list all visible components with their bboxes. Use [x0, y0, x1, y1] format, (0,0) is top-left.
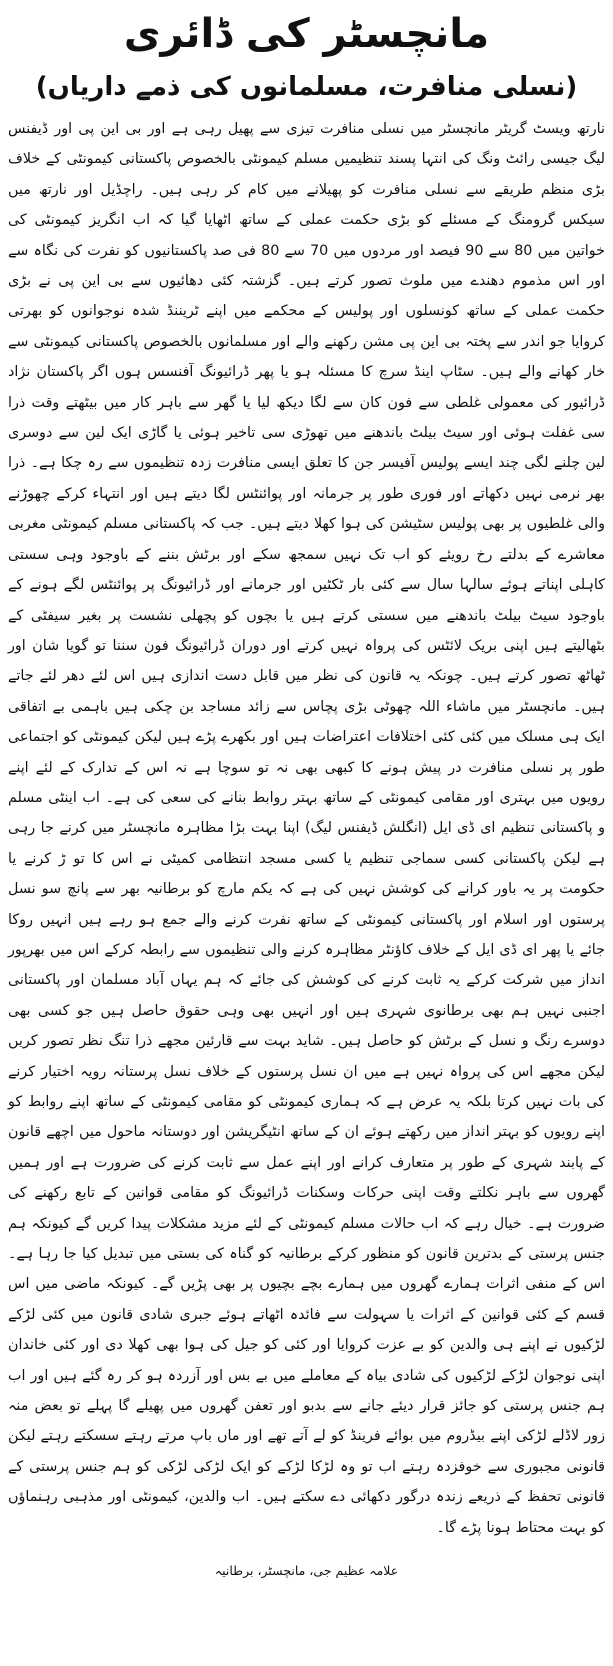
article-column [8, 0, 605, 1666]
article-headline: مانچسٹر کی ڈائری [123, 11, 490, 57]
author-byline: علامہ عظیم جی، مانچسٹر، برطانیہ [214, 1563, 399, 1579]
article-body: نارتھ ویسٹ گریٹر مانچسٹر میں نسلی منافرت تیزی سے پھیل رہی ہے اور بی این پی اور ڈیفنس لیگ جیسی رائٹ ونگ کی انتہا پسند تنظیمیں مسلم کیمونٹی بالخصوص پاکستانی کیمونٹی کے خلاف بڑی منظم طریقے سے نسلی منافرت کو پھیلانے میں کام کر رہی ہیں۔ راچڈیل اور نارتھ میں سیکس گرومنگ کے مسئلے کو بڑی حکمت عملی کے ساتھ اٹھایا گیا کہ اب انگریز کیمونٹی کی خواتین میں 80 سے 90 فیصد اور مردوں میں 70 سے 80 فی صد پاکستانیوں کو نفرت کی نگاہ سے اور اس مذموم دھندے میں ملوث تصور کرتے ہیں۔ گزشتہ کئی دھائیوں سے بی این پی نے بڑی حکمت عملی کے ساتھ کونسلوں اور پولیس کے محکمے میں اپنے ٹریننڈ شدہ نوجوانوں کو بھرتی کروایا جو اندر سے پختہ بی این پی مشن رکھنے والے اور مسلمانوں بالخصوص پاکستانی کیمونٹی سے خار کھانے والے ہیں۔ سٹاپ اینڈ سرچ کا مسئلہ ہو یا پھر ڈرائیونگ آفنسس ہوں اگر پاکستان نژاد ڈرائیور کی معمولی غلطی سے فون کان سے لگا دیکھ لیا یا گھر سے باہر کار میں بیٹھتے وقت ذرا سی غفلت ہوئی اور سیٹ بیلٹ باندھنے میں تھوڑی سی تاخیر ہوئی یا گاڑی ایک لین سے دوسری لین چلنے لگی چند ایسے پولیس آفیسر جن کا تعلق ایسی منافرت زدہ تنظیموں سے رہ چکا ہے۔ ذرا بھر نرمی نہیں دکھاتے اور فوری طور پر جرمانہ اور پوائنٹس لگا دیتے ہیں اور انتہاء کرکے چھوڑنے والی غلطیوں پر بھی پولیس سٹیشن کی ہوا کھلا دیتے ہیں۔ جب کہ پاکستانی مسلم کیمونٹی مغربی معاشرے کے بدلتے رخ رویئے کو اب تک نہیں سمجھ سکے اور برٹش بننے کے باوجود وہی سستی کاہلی اپناتے ہوئے سالہا سال سے کئی بار ٹکٹیں اور جرمانے اور ڈرائیونگ پر پوائنٹس لگے ہونے کے باوجود سیٹ بیلٹ باندھنے میں سستی کرتے ہیں یا بچوں کو پچھلی نشست پر بغیر سیفٹی کے بٹھالیتے ہیں اپنی بریک لائٹس کی پرواہ نہیں کرتے اور دوران ڈرائیونگ فون سننا تو گویا شان اور ٹھاٹھ تصور کرتے ہیں۔ چونکہ یہ قانون کی نظر میں قابل دست اندازی ہیں اس لئے دھر لئے جاتے ہیں۔ مانچسٹر میں ماشاء اللہ چھوٹی بڑی پچاس سے زائد مساجد بن چکی ہیں باہمی بے اتفاقی ایک ہی مسلک میں کئی کئی اختلافات اعتراضات ہیں اور بکھرے پڑے ہیں لیکن کیمونٹی کو اجتماعی طور پر نسلی منافرت در پیش ہونے کا کبھی بھی نہ تو سوچا ہے نہ اس کے تدارک کے لئے اپنے رویوں میں بہتری اور مقامی کیمونٹی کے ساتھ بہتر روابط بنانے کی سعی کی ہے۔ اب اینٹی مسلم و پاکستانی تنظیم ای ڈی ایل (انگلش ڈیفنس لیگ) اپنا بہت بڑا مظاہرہ مانچسٹر میں کرنے جا رہی ہے لیکن پاکستانی کسی سماجی تنظیم یا کسی مسجد انتظامی کمیٹی نے اس کا تو ڑ کرنے یا حکومت پر یہ باور کرانے کی کوشش نہیں کی ہے کہ یکم مارچ کو برطانیہ بھر سے پانچ سو نسل پرستوں اور اسلام اور پاکستانی کیمونٹی کے ساتھ نفرت کرنے والے جمع ہو رہے ہیں انہیں روکا جائے یا پھر ای ڈی ایل کے خلاف کاؤنٹر مظاہرہ کرنے والی تنظیموں سے رابطہ کرکے اس میں بھرپور انداز میں شرکت کرکے یہ ثابت کرنے کی کوشش کی جائے کہ ہم یہاں آباد مسلمان اور پاکستانی اجنبی نہیں ہم بھی برطانوی شہری ہیں اور انہیں بھی وہی حقوق حاصل ہیں جو کسی بھی دوسرے رنگ و نسل کے برٹش کو حاصل ہیں۔ شاید بہت سے قارئین مجھے ذرا تنگ نظر تصور کریں لیکن مجھے اس کی پرواہ نہیں ہے میں ان نسل پرستوں کے خلاف نسل پرستانہ رویہ اختیار کرنے کی بات نہیں کرتا بلکہ یہ عرض ہے کہ ہماری کیمونٹی کو مقامی کیمونٹی کے ساتھ اپنے روابط کو اپنے رویوں کو بہتر انداز میں رکھتے ہوئے ان کے ساتھ انٹیگریشن اور دوستانہ ماحول میں اچھے قانون کے پابند شہری کے طور پر متعارف کرانے اور اپنے عمل سے ثابت کرنے کی ضرورت ہے اور ہمیں گھروں سے باہر نکلتے وقت اپنی حرکات وسکنات ڈرائیونگ کو مقامی قوانین کے تابع رکھنے کی ضرورت ہے۔ خیال رہے کہ اب حالات مسلم کیمونٹی کے لئے مزید مشکلات پیدا کریں گے کیونکہ ہم جنس پرستی کے بدترین قانون کو منظور کرکے برطانیہ کو گناہ کی بستی میں تبدیل کیا جا رہا ہے۔ اس کے منفی اثرات ہمارے گھروں میں ہمارے بچے بچیوں پر بھی پڑیں گے۔ کیونکہ ماضی میں اس قسم کے کئی قوانین کے اثرات یا سہولت سے فائدہ اٹھاتے ہوئے جبری شادی قانون میں کئی لڑکے لڑکیوں نے اپنے ہی والدین کو بے عزت کروایا اور کئی کو جیل کی ہوا بھی کھلا دی اور کئی خاندان اپنی نوجوان لڑکے لڑکیوں کی شادی بیاہ کے معاملے میں بے بس اور آزردہ ہو کر رہ گئے ہیں اور اب ہم جنس پرستی کو جائز قرار دیئے جانے سے بدبو اور تعفن گھروں میں پھیلے گا پہلے تو بعض منہ زور لاڈلے لڑکی اپنے بیڈروم میں بوائے فرینڈ کو لے آتے تھے اور ماں باپ مرتے رہتے سسکتے رہتے لیکن قانونی مجبوری سے خوفزدہ رہتے اب تو وہ لڑکا لڑکے کو ایک لڑکی لڑکی کو ہم جنس پرستی کے قانونی تحفظ کے ذریعے زندہ درگور دکھائی دے سکتے ہیں۔ اب والدین، کیمونٹی اور مذہبی رہنماؤں کو بہت محتاط ہونا پڑے گا۔ [8, 121, 606, 1536]
article-subheadline: (نسلی منافرت، مسلمانوں کی ذمے داریاں) [35, 72, 578, 102]
